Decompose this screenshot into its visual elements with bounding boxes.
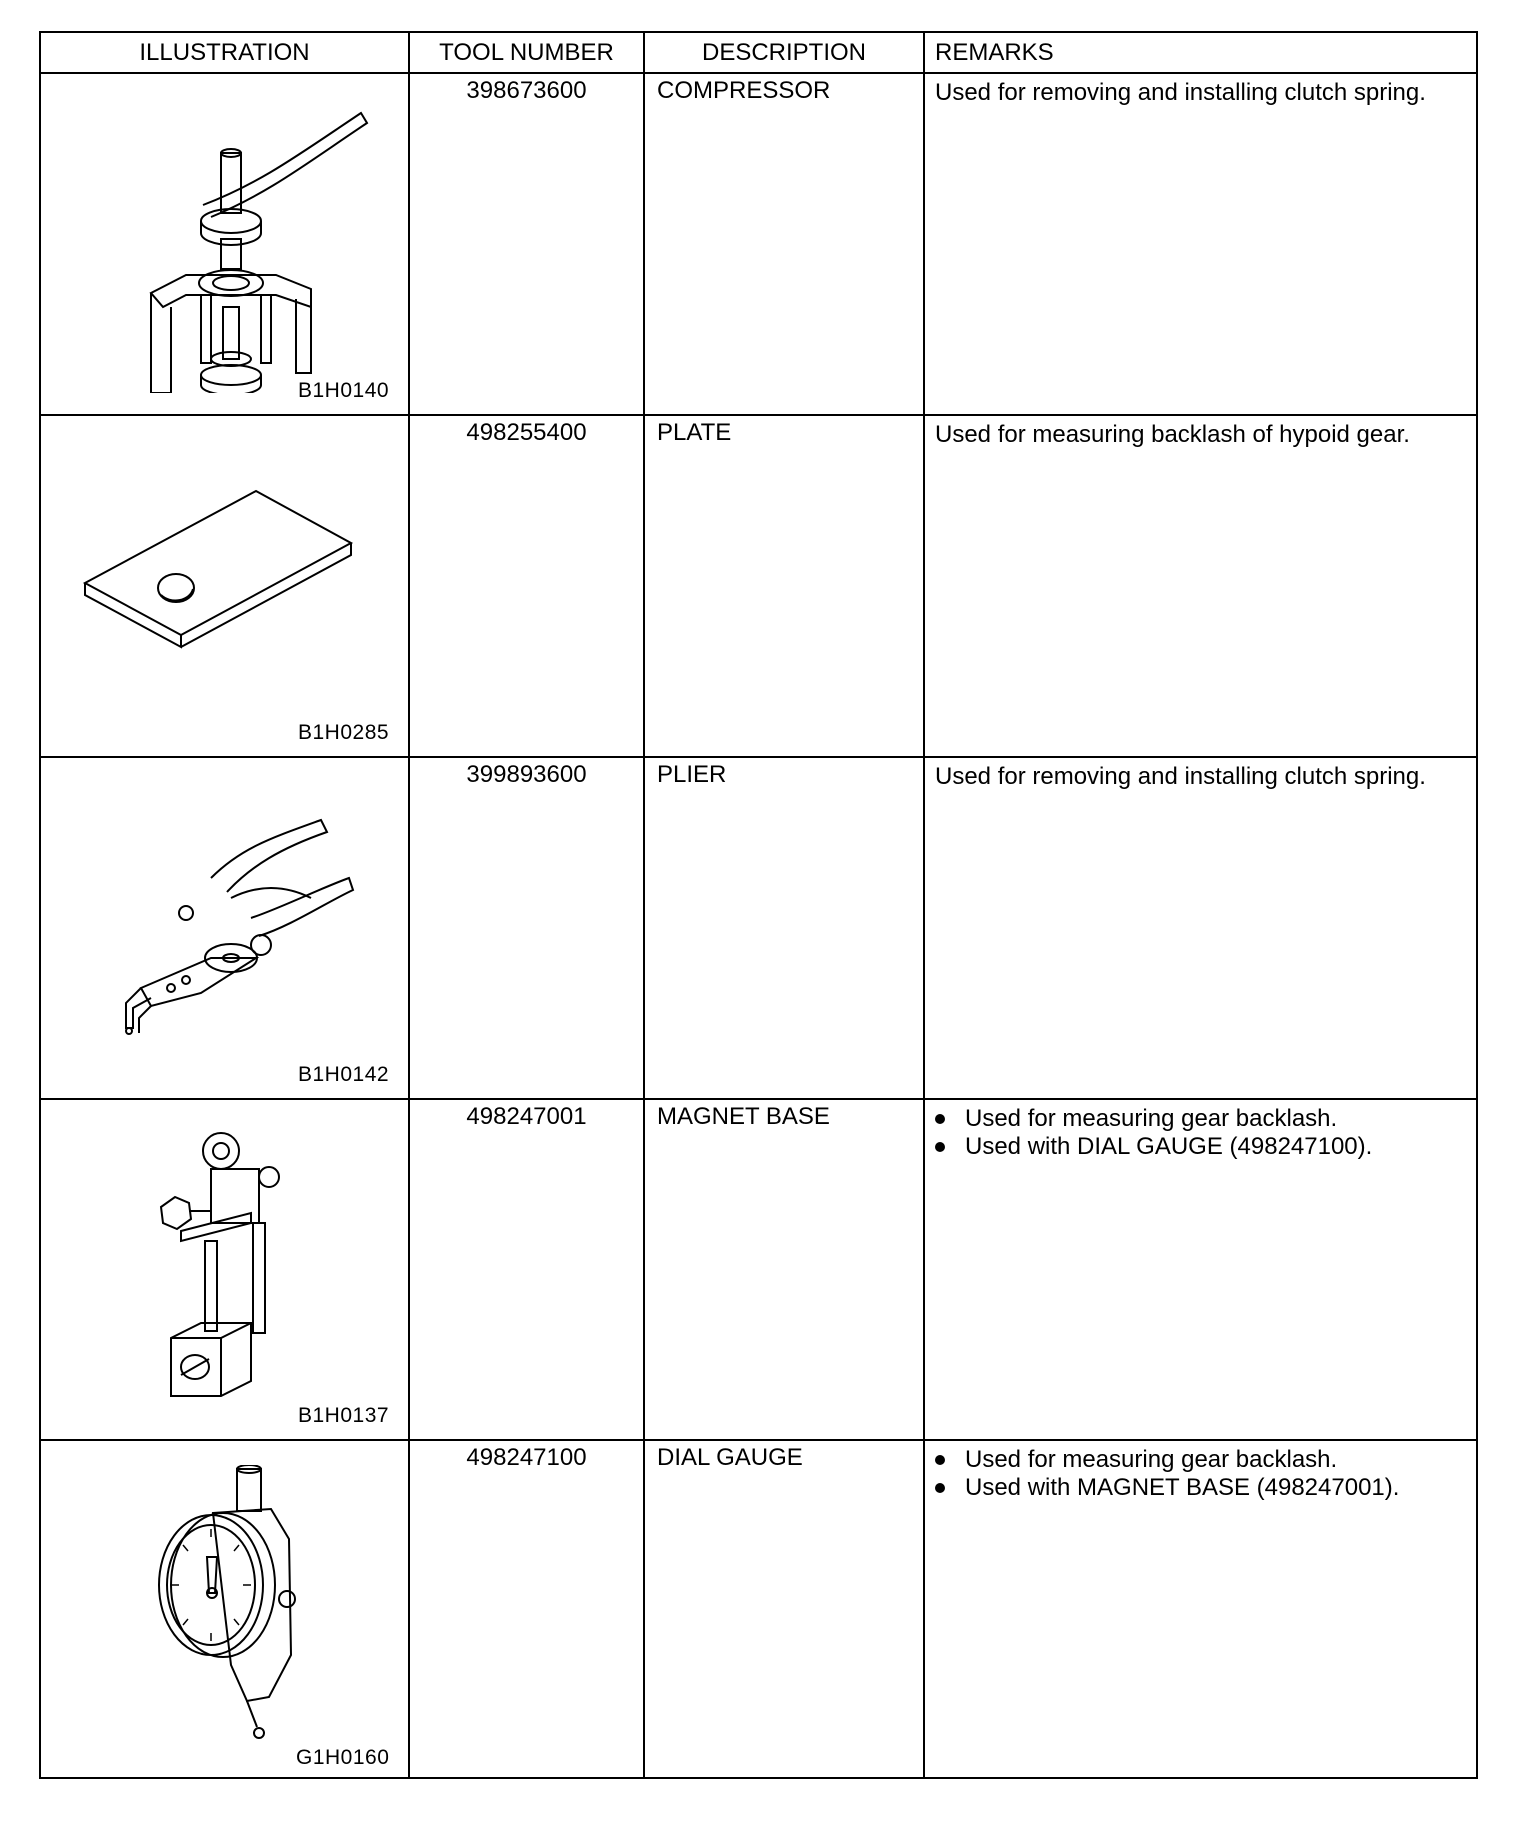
tool-number: 498247001	[466, 1103, 587, 1130]
illustration-code: B1H0137	[298, 1404, 390, 1427]
remark-item	[931, 1105, 1372, 1133]
remark-text: Used with DIAL GAUGE (498247100).	[965, 1133, 1373, 1160]
column-divider	[408, 33, 410, 1777]
remarks: Used for removing and installing clutch spring.	[935, 763, 1426, 790]
tool-number: 498247100	[466, 1444, 587, 1471]
remark-text: Used for measuring gear backlash.	[965, 1105, 1338, 1132]
bullet-icon	[935, 1455, 945, 1465]
remark-item	[931, 1474, 1399, 1502]
header-tool-number: TOOL NUMBER	[439, 39, 614, 66]
remarks: Used for removing and installing clutch spring.	[935, 79, 1426, 106]
row-divider	[41, 756, 1476, 758]
remark-text: Used for measuring gear backlash.	[965, 1446, 1338, 1473]
illustration-code: G1H0160	[296, 1746, 390, 1769]
plate-icon	[81, 483, 371, 653]
remark-item	[931, 1446, 1399, 1474]
illustration-code: B1H0140	[298, 379, 390, 402]
illustration-code: B1H0285	[298, 721, 390, 744]
tool-number: 398673600	[466, 77, 587, 104]
bullet-icon	[935, 1142, 945, 1152]
tool-number: 399893600	[466, 761, 587, 788]
tool-number: 498255400	[466, 419, 587, 446]
bullet-icon	[935, 1114, 945, 1124]
column-divider	[643, 33, 645, 1777]
remark-item	[931, 1133, 1372, 1161]
remark-text: Used with MAGNET BASE (498247001).	[965, 1474, 1400, 1501]
row-divider	[41, 1098, 1476, 1100]
description: DIAL GAUGE	[657, 1444, 803, 1471]
description: PLATE	[657, 419, 732, 446]
bullet-icon	[935, 1483, 945, 1493]
remarks: Used for measuring backlash of hypoid gear.	[935, 421, 1410, 448]
header-remarks: REMARKS	[935, 39, 1054, 66]
remarks	[931, 1105, 1372, 1161]
description: COMPRESSOR	[657, 77, 831, 104]
magnet-base-icon	[141, 1123, 341, 1398]
special-tools-table	[39, 31, 1478, 1779]
plier-icon	[81, 808, 371, 1038]
description: PLIER	[657, 761, 727, 788]
header-description: DESCRIPTION	[701, 39, 866, 66]
description: MAGNET BASE	[657, 1103, 830, 1130]
header-illustration: ILLUSTRATION	[139, 39, 310, 66]
compressor-icon	[111, 93, 371, 393]
column-divider	[923, 33, 925, 1777]
illustration-code: B1H0142	[298, 1063, 390, 1086]
row-divider	[41, 414, 1476, 416]
remarks	[931, 1446, 1399, 1502]
row-divider	[41, 1439, 1476, 1441]
dial-gauge-icon	[151, 1465, 341, 1745]
